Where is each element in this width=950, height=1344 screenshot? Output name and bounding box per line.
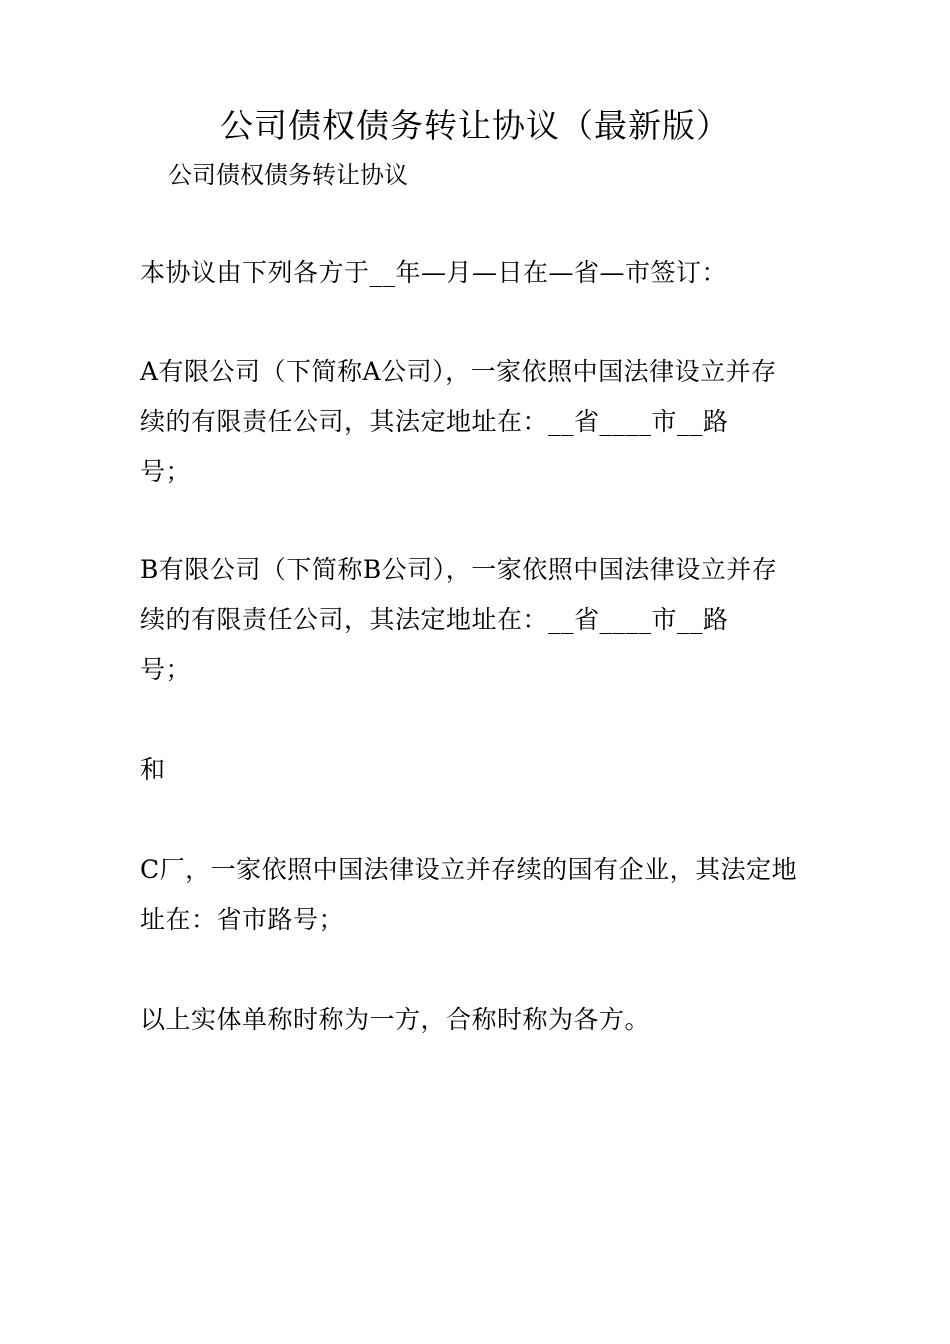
party-c-paragraph — [140, 845, 820, 945]
party-a-line-1: A有限公司（下简称A公司），一家依照中国法律设立并存 — [140, 357, 777, 386]
closing-line: 以上实体单称时称为一方，合称时称为各方。 — [140, 1005, 651, 1034]
party-a-paragraph — [140, 347, 820, 497]
closing-paragraph — [140, 995, 820, 1045]
intro-paragraph — [140, 248, 820, 298]
party-b-paragraph — [140, 545, 820, 695]
party-a-line-3: 号； — [140, 457, 192, 486]
party-b-line-3: 号； — [140, 655, 192, 684]
and-paragraph — [140, 745, 820, 795]
party-a-line-2: 续的有限责任公司，其法定地址在：__省____市__路 — [140, 407, 729, 436]
party-c-line-1: C厂，一家依照中国法律设立并存续的国有企业，其法定地 — [140, 855, 798, 884]
document-subtitle: 公司债权债务转让协议 — [168, 161, 408, 189]
document-title: 公司债权债务转让协议（最新版） — [220, 106, 730, 145]
intro-line: 本协议由下列各方于__年—月—日在—省—市签订： — [140, 258, 728, 287]
and-text: 和 — [140, 755, 166, 784]
party-b-line-2: 续的有限责任公司，其法定地址在：__省____市__路 — [140, 605, 729, 634]
party-b-line-1: B有限公司（下简称B公司），一家依照中国法律设立并存 — [140, 555, 778, 584]
party-c-line-2: 址在：省市路号； — [140, 905, 345, 934]
